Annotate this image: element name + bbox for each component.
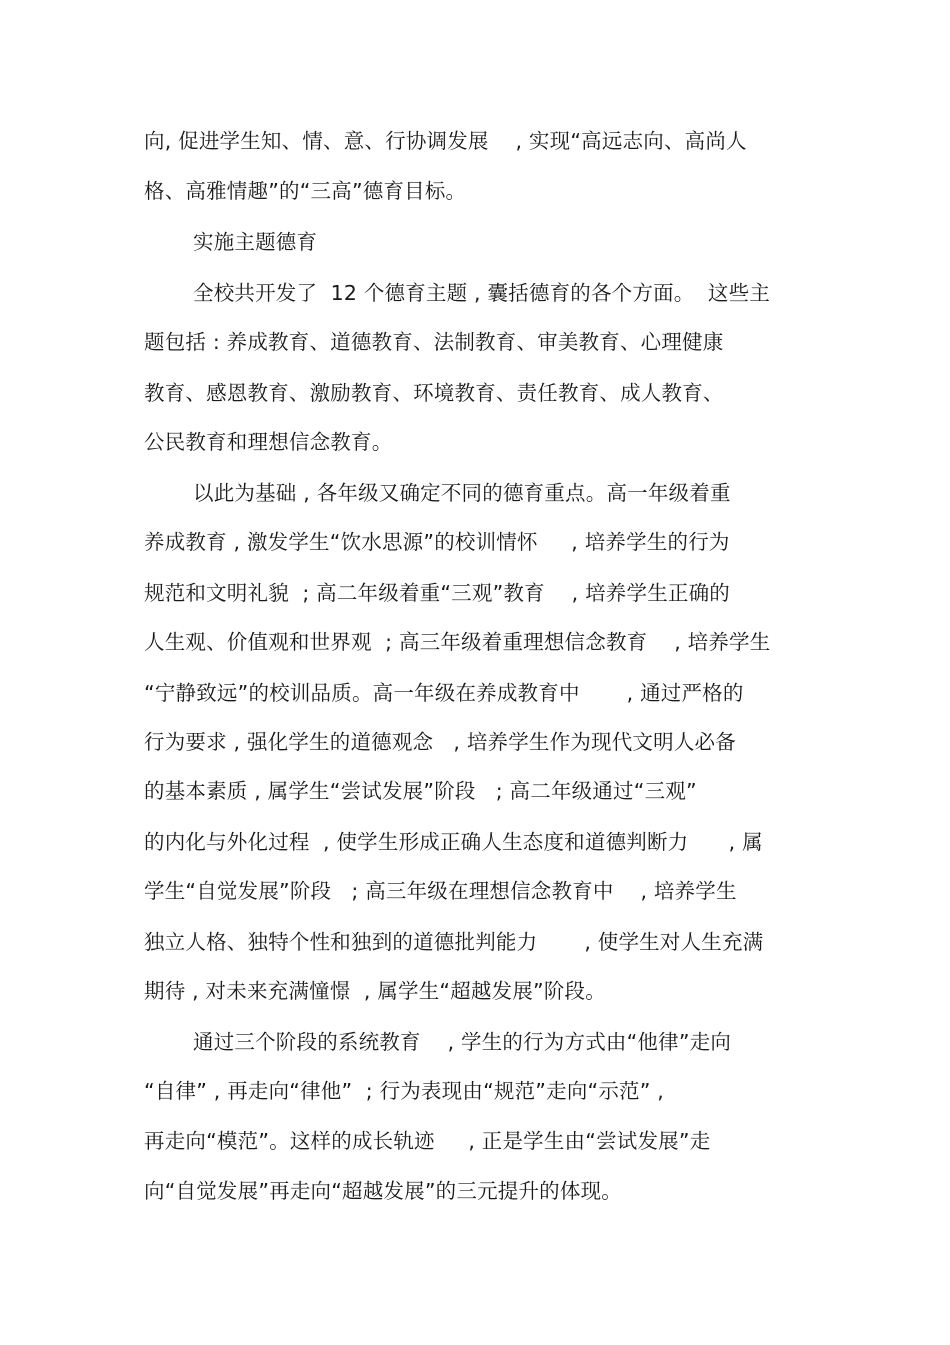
text-line: 行为要求 , 强化学生的道德观念 , 培养学生作为现代文明人必备 bbox=[144, 730, 736, 754]
text-line: 期待 , 对未来充满憧憬 , 属学生“超越发展”阶段。 bbox=[144, 979, 606, 1003]
text-line: 向“自觉发展”再走向“超越发展”的三元提升的体现。 bbox=[144, 1179, 622, 1203]
text-line: 通过三个阶段的系统教育 , 学生的行为方式由“他律”走向 bbox=[193, 1030, 732, 1054]
text-line: 教育、感恩教育、激励教育、环境教育、责任教育、成人教育、 bbox=[144, 381, 724, 405]
text-line: “自律” , 再走向“律他” ; 行为表现由“规范”走向“示范” , bbox=[144, 1079, 664, 1103]
text-line: 学生“自觉发展”阶段 ; 高三年级在理想信念教育中 , 培养学生 bbox=[144, 879, 737, 903]
text-line: 人生观、价值观和世界观 ; 高三年级着重理想信念教育 , 培养学生 bbox=[144, 630, 771, 654]
text-line: 独立人格、独特个性和独到的道德批判能力 , 使学生对人生充满 bbox=[144, 930, 764, 954]
text-line: 以此为基础 , 各年级又确定不同的德育重点。高一年级着重 bbox=[193, 481, 731, 505]
text-line: “宁静致远”的校训品质。高一年级在养成教育中 , 通过严格的 bbox=[144, 681, 744, 705]
text-line: 的基本素质 , 属学生“尝试发展”阶段 ; 高二年级通过“三观” bbox=[144, 779, 697, 803]
text-line: 的内化与外化过程 , 使学生形成正确人生态度和道德判断力 , 属 bbox=[144, 830, 763, 854]
text-line: 公民教育和理想信念教育。 bbox=[144, 430, 393, 454]
text-line: 格、高雅情趣”的“三高”德育目标。 bbox=[144, 179, 467, 203]
section-heading: 实施主题德育 bbox=[193, 230, 318, 254]
text-line: 向, 促进学生知、情、意、行协调发展 , 实现“高远志向、高尚人 bbox=[144, 129, 747, 153]
text-line: 再走向“模范”。这样的成长轨迹 , 正是学生由“尝试发展”走 bbox=[144, 1129, 711, 1153]
text-line: 题包括 : 养成教育、道德教育、法制教育、审美教育、心理健康 bbox=[144, 330, 724, 354]
text-line: 全校共开发了 12 个德育主题 , 囊括德育的各个方面。 这些主 bbox=[193, 281, 771, 305]
text-line: 养成教育 , 激发学生“饮水思源”的校训情怀 , 培养学生的行为 bbox=[144, 530, 730, 554]
text-line: 规范和文明礼貌 ; 高二年级着重“三观”教育 , 培养学生正确的 bbox=[144, 581, 730, 605]
